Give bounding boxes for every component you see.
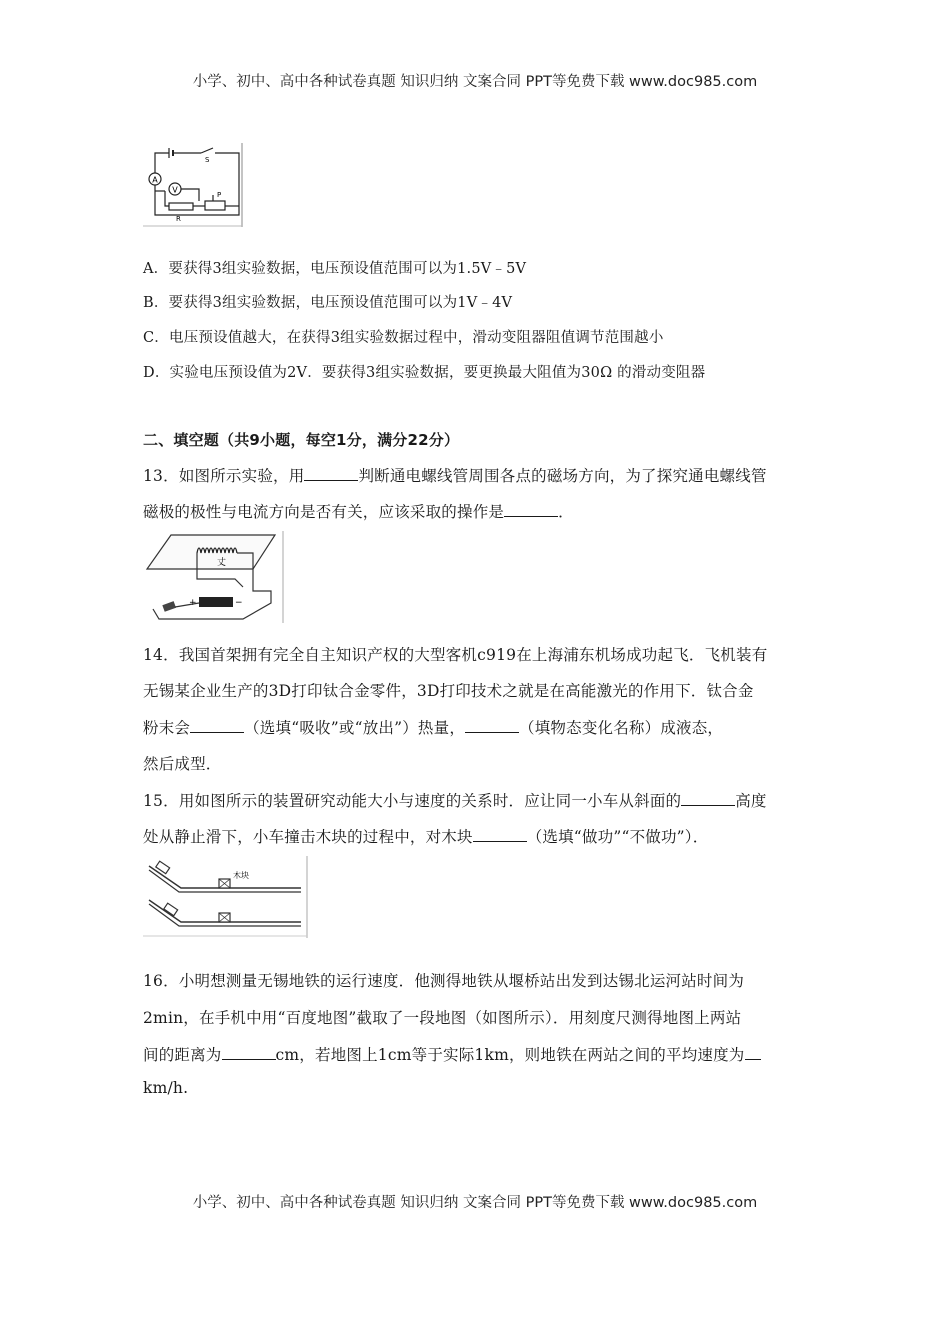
q14-text-4: （填物态变化名称）成液态，	[519, 719, 724, 737]
q13-line1	[143, 464, 823, 486]
q14-text-1: 粉末会	[143, 719, 191, 737]
q16-blank-2[interactable]	[745, 1044, 761, 1060]
q15-text-2: 高度	[735, 792, 767, 810]
option-a: A．要获得3组实验数据，电压预设值范围可以为1.5V﹣5V	[143, 261, 527, 277]
option-d: D．实验电压预设值为2V．要获得3组实验数据，要更换最大阻值为30Ω 的滑动变阻器	[143, 365, 706, 381]
q16-text-3: 间的距离为	[143, 1046, 222, 1064]
resistor-label: R	[176, 215, 181, 223]
q14-line3	[143, 716, 823, 738]
solenoid-figure	[143, 531, 285, 623]
page-footer: 小学、初中、高中各种试卷真题 知识归纳 文案合同 PPT等免费下载 www.doc985.com	[192, 1195, 758, 1211]
q14-blank-1[interactable]	[190, 717, 244, 733]
q13-blank-1[interactable]	[304, 465, 358, 481]
svg-text:+: +	[189, 598, 197, 608]
q13-text-4: ．	[558, 503, 574, 521]
option-c: C．电压预设值越大，在获得3组实验数据过程中，滑动变阻器阻值调节范围越小	[143, 330, 664, 346]
q16-text-4: cm，若地图上1cm等于实际1km，则地铁在两站之间的平均速度为	[275, 1046, 745, 1064]
q13-text-1: 13．如图所示实验，用	[143, 467, 305, 485]
q15-blank-2[interactable]	[473, 826, 527, 842]
block-label: 木块	[233, 871, 249, 880]
q14-blank-2[interactable]	[465, 717, 519, 733]
q16-line2	[143, 1006, 823, 1028]
rheostat-label: P	[217, 191, 222, 199]
q13-text-3: 磁极的极性与电流方向是否有关，应该采取的操作是	[143, 503, 505, 521]
q14-text-3: 收”或“放出”）热量，	[315, 719, 466, 737]
q15-text-1: 15．用如图所示的装置研究动能大小与速度的关系时．应让同一小车从斜面的	[143, 792, 682, 810]
ammeter-label: A	[152, 175, 158, 185]
q16-text-1: 2min，在手	[143, 1009, 231, 1027]
q15-line2	[143, 825, 823, 847]
q14-line1: 14．我国首架拥有完全自主知识产权的大型客机c919在上海浦东机场成功起飞．飞机装有	[143, 646, 768, 664]
svg-text:−: −	[235, 598, 243, 608]
q14-text-2: （选填“吸	[244, 719, 316, 737]
q13-text-2: 判断通电螺线管周围各点的磁场方向，为了探究通电螺线管	[358, 467, 767, 485]
circuit-diagram-figure	[143, 143, 243, 227]
switch-label: S	[205, 156, 210, 164]
voltmeter-label: V	[172, 185, 178, 195]
q14-line2: 无锡某企业生产的3D打印钛合金零件，3D打印技术之就是在高能激光的作用下．钛合金	[143, 682, 754, 700]
q16-text-2: 机中用“百度地图”截取了一段地图（如图所示）．用刻度尺测得地图上两站	[230, 1009, 742, 1027]
q13-line2	[143, 500, 823, 522]
section-title: 二、填空题（共9小题，每空1分，满分22分）	[143, 431, 460, 449]
q15-text-3: 处从静止滑下，小车撞击木块的过程中，对木块	[143, 828, 473, 846]
option-b: B．要获得3组实验数据，电压预设值范围可以为1V﹣4V	[143, 295, 513, 311]
q16-blank-1[interactable]	[222, 1044, 276, 1060]
q15-blank-1[interactable]	[681, 790, 735, 806]
q16-line1: 16．小明想测量无锡地铁的运行速度．他测得地铁从堰桥站出发到达锡北运河站时间为	[143, 972, 745, 990]
ramp-figure	[143, 856, 309, 938]
q15-text-4: （选填“做功”“不做功”）．	[526, 828, 709, 846]
q13-blank-2[interactable]	[504, 501, 558, 517]
page-header: 小学、初中、高中各种试卷真题 知识归纳 文案合同 PPT等免费下载 www.doc985.com	[192, 74, 758, 90]
q15-line1	[143, 789, 823, 811]
solenoid-label: 丈	[217, 558, 227, 568]
q16-line3	[143, 1043, 823, 1065]
q14-line4: 然后成型．	[143, 755, 222, 773]
q16-line4: km/h.	[143, 1079, 189, 1097]
